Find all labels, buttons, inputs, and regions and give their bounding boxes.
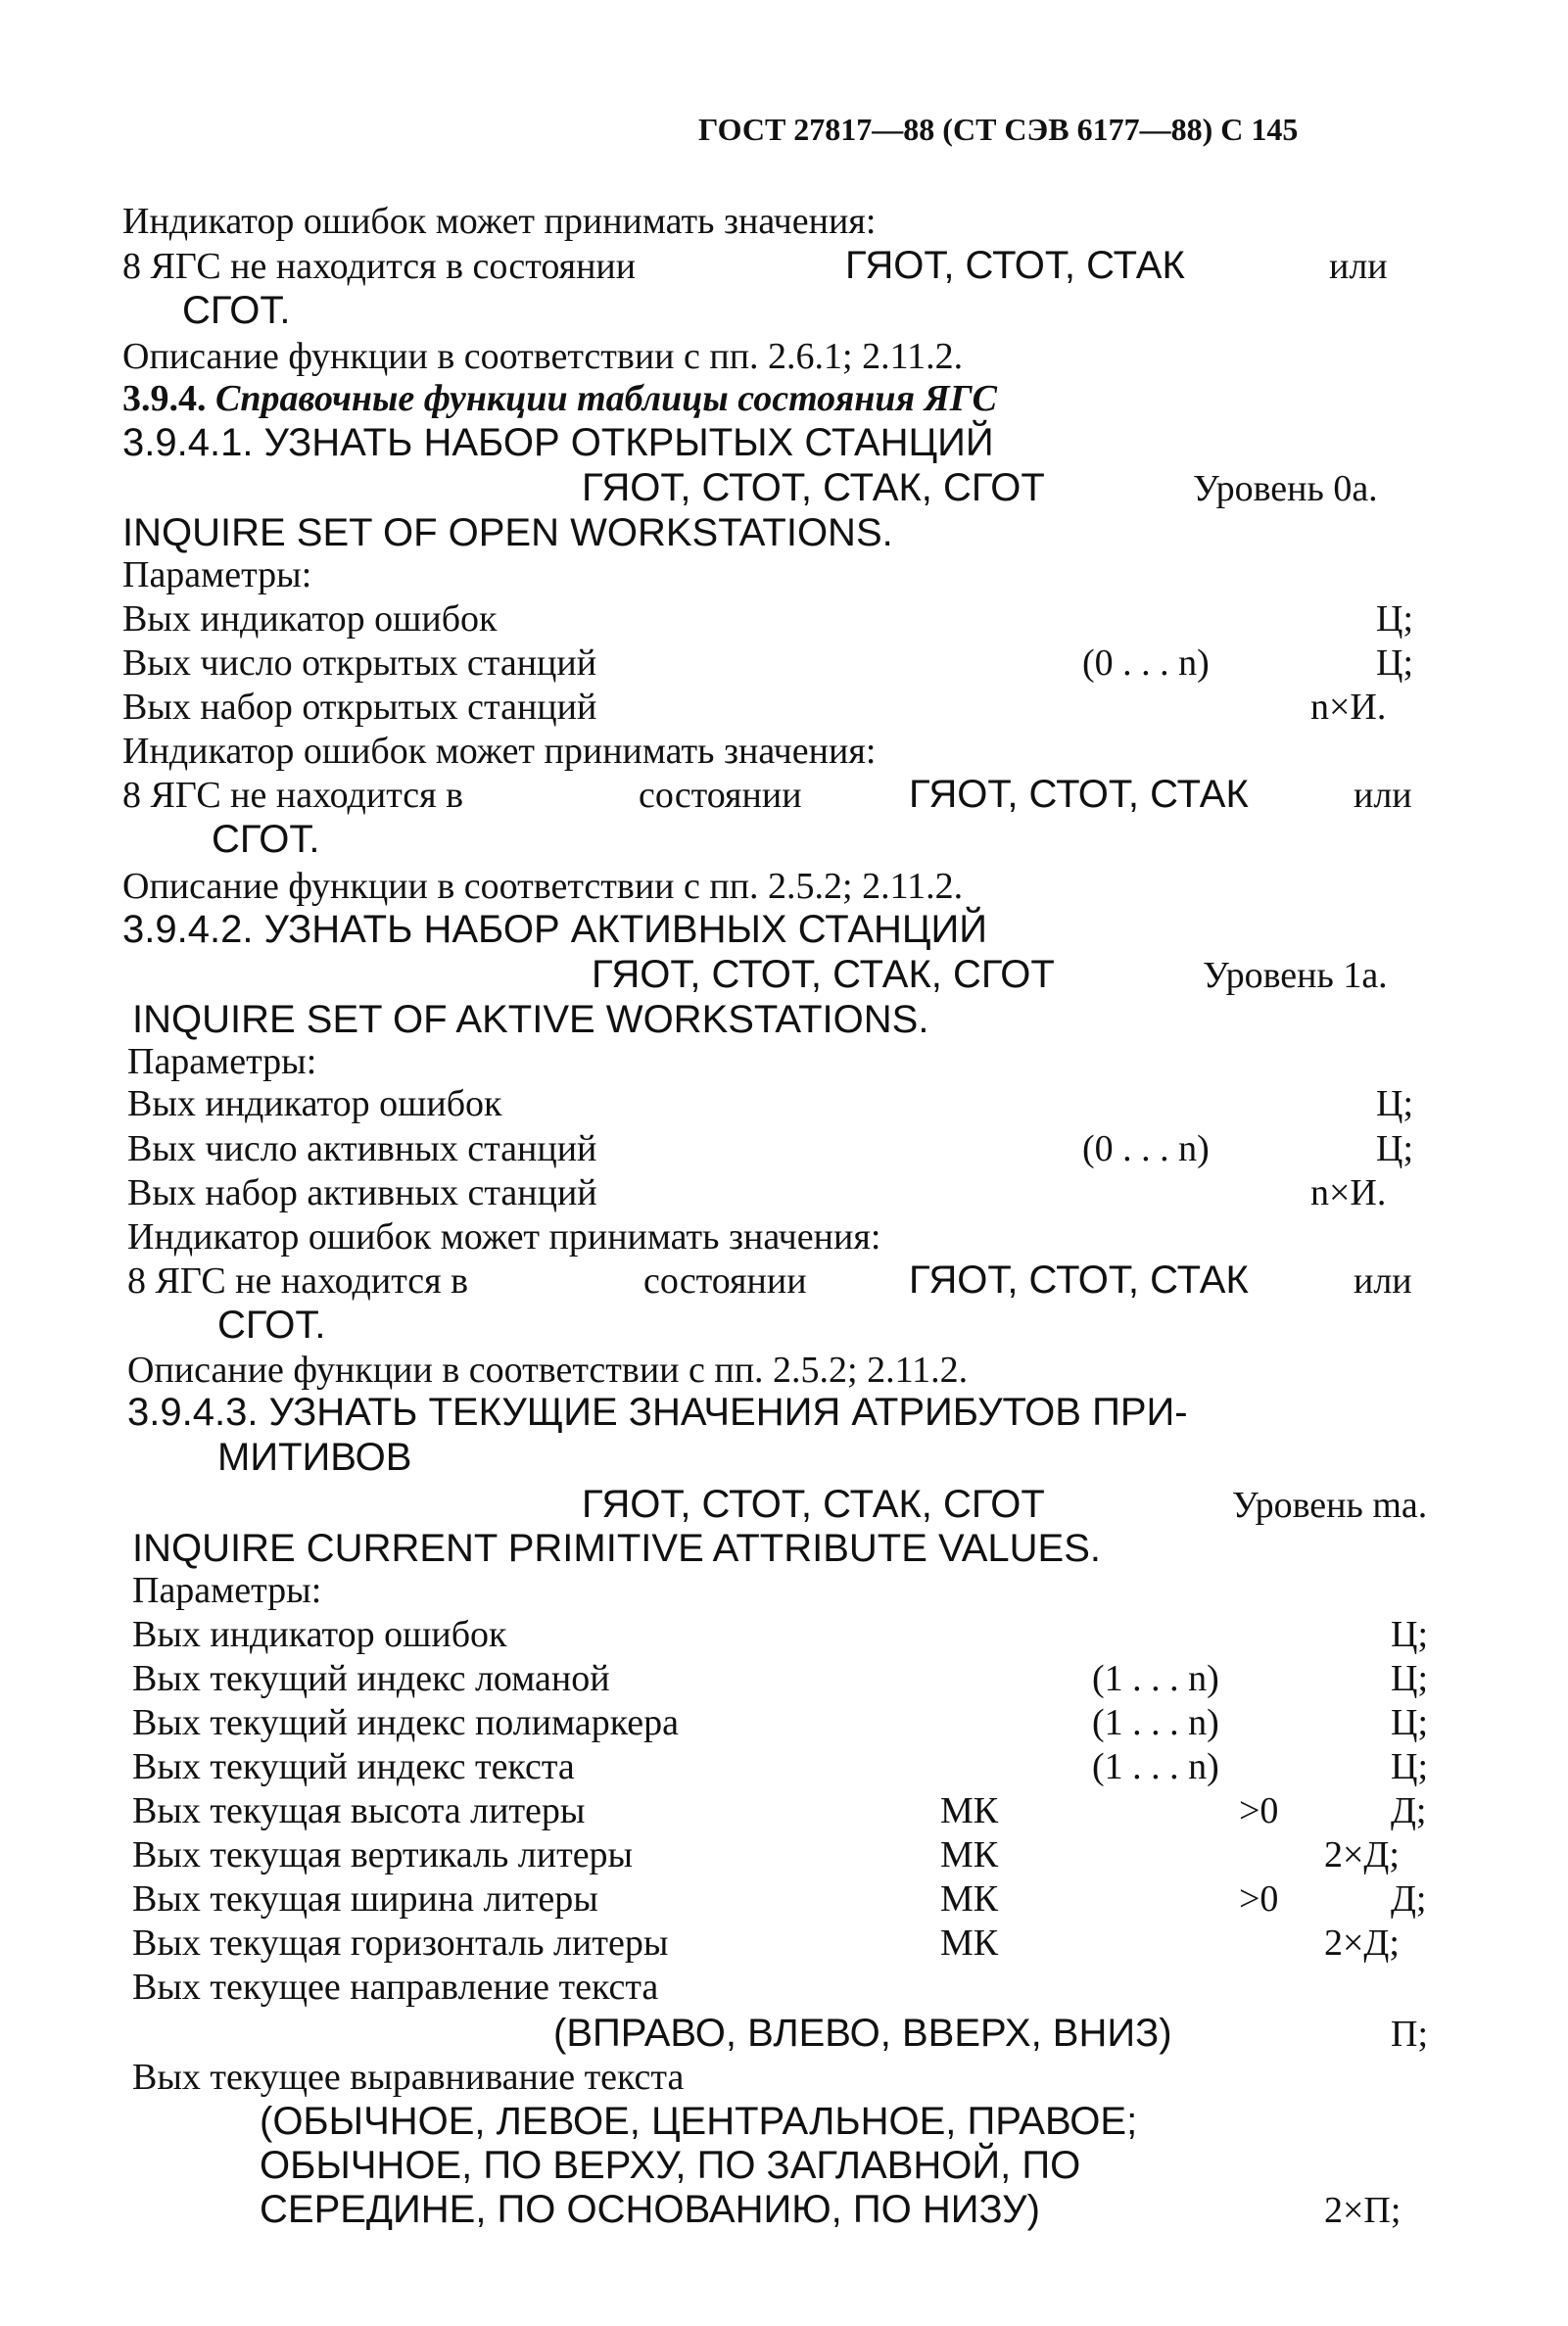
state-list: ГЯОТ, СТОТ, СТАК, СГОТ	[592, 953, 1055, 996]
text-line: или	[1354, 775, 1412, 816]
param-name: Вых набор активных станций	[127, 1172, 597, 1213]
param-type: Д;	[1391, 1878, 1427, 1920]
param-type: Ц;	[1391, 1614, 1428, 1655]
param-coord: МК	[940, 1923, 999, 1964]
state-list: ГЯОТ, СТОТ, СТАК, СГОТ	[582, 1483, 1045, 1526]
section-heading: 3.9.4.1. УЗНАТЬ НАБОР ОТКРЫТЫХ СТАНЦИЙ	[122, 421, 994, 464]
param-name: Вых текущий индекс полимаркера	[132, 1702, 679, 1743]
param-type: n×И.	[1310, 1172, 1387, 1213]
subsection-heading: 3.9.4. Справочные функции таблицы состояния ЯГС	[122, 378, 997, 419]
param-type: 2×Д;	[1324, 1923, 1400, 1964]
function-name-en: INQUIRE CURRENT PRIMITIVE ATTRIBUTE VALUES.	[132, 1527, 1102, 1570]
function-description: Описание функции в соответствии с пп. 2.5.2; 2.11.2.	[127, 1350, 969, 1391]
page-header: ГОСТ 27817—88 (СТ СЭВ 6177—88) С 145	[698, 112, 1299, 147]
param-range: (0 . . . n)	[1082, 1128, 1210, 1169]
param-type: Ц;	[1391, 1702, 1428, 1743]
text-line: состоянии	[643, 1260, 807, 1302]
text-line: состоянии	[639, 775, 802, 816]
param-type: Ц;	[1376, 1128, 1413, 1169]
param-name: Вых текущая горизонталь литеры	[132, 1923, 669, 1964]
text-line: или	[1354, 1260, 1412, 1302]
text-line: Индикатор ошибок может принимать значения:	[127, 1216, 881, 1258]
level-label: Уровень ma.	[1232, 1485, 1428, 1526]
param-coord: МК	[940, 1834, 999, 1875]
param-coord: МК	[940, 1878, 999, 1920]
param-name: Вых число активных станций	[127, 1128, 597, 1169]
param-name: Вых текущий индекс ломаной	[132, 1658, 610, 1699]
function-name-en: INQUIRE SET OF OPEN WORKSTATIONS.	[122, 511, 893, 554]
text-line: 8 ЯГС не находится в	[127, 1260, 469, 1302]
param-type: Ц;	[1376, 1083, 1413, 1124]
state-list: ГЯОТ, СТОТ, СТАК	[909, 773, 1249, 816]
param-range: (1 . . . n)	[1092, 1702, 1219, 1743]
param-range: >0	[1239, 1790, 1279, 1831]
section-heading: 3.9.4.2. УЗНАТЬ НАБОР АКТИВНЫХ СТАНЦИЙ	[122, 908, 988, 951]
state-list: ГЯОТ, СТОТ, СТАК	[909, 1258, 1249, 1302]
parameters-label: Параметры:	[132, 1570, 322, 1611]
param-values: (ОБЫЧНОЕ, ЛЕВОЕ, ЦЕНТРАЛЬНОЕ, ПРАВОЕ;	[260, 2100, 1138, 2143]
param-coord: МК	[940, 1790, 999, 1831]
function-description: Описание функции в соответствии с пп. 2.5.2; 2.11.2.	[122, 866, 964, 907]
parameters-label: Параметры:	[127, 1041, 317, 1082]
text-line: Индикатор ошибок может принимать значения:	[122, 731, 877, 772]
param-name: Вых индикатор ошибок	[122, 598, 498, 640]
text-line: 8 ЯГС не находится в	[122, 775, 464, 816]
param-type: Ц;	[1391, 1746, 1428, 1787]
param-name: Вых число открытых станций	[122, 642, 597, 684]
param-type: n×И.	[1310, 687, 1387, 728]
level-label: Уровень 1а.	[1203, 955, 1388, 996]
param-type: Ц;	[1376, 642, 1413, 684]
param-type: Ц;	[1376, 598, 1413, 640]
param-type: Ц;	[1391, 1658, 1428, 1699]
text-line: Индикатор ошибок может принимать значения:	[122, 201, 877, 242]
text-line: СГОТ.	[212, 818, 320, 861]
text-line: СГОТ.	[182, 289, 291, 332]
text-line: 8 ЯГС не находится в состоянии	[122, 246, 637, 287]
text-line: или	[1329, 246, 1388, 287]
param-type: Д;	[1391, 1790, 1427, 1831]
param-range: (1 . . . n)	[1092, 1658, 1219, 1699]
param-type: 2×Д;	[1324, 1834, 1400, 1875]
parameters-label: Параметры:	[122, 554, 312, 595]
param-name: Вых текущая ширина литеры	[132, 1878, 598, 1920]
section-heading-cont: МИТИВОВ	[217, 1436, 412, 1479]
param-type: П;	[1391, 2014, 1428, 2055]
text-line: СГОТ.	[217, 1304, 326, 1347]
param-name: Вых текущий индекс текста	[132, 1746, 575, 1787]
param-name: Вых текущая вертикаль литеры	[132, 1834, 634, 1875]
state-list: ГЯОТ, СТОТ, СТАК, СГОТ	[582, 466, 1045, 509]
param-name: Вых набор открытых станций	[122, 687, 597, 728]
param-name: Вых индикатор ошибок	[132, 1614, 507, 1655]
param-values: (ВПРАВО, ВЛЕВО, ВВЕРХ, ВНИЗ)	[553, 2012, 1172, 2055]
param-values: СЕРЕДИНЕ, ПО ОСНОВАНИЮ, ПО НИЗУ)	[260, 2188, 1040, 2231]
param-name: Вых текущее направление текста	[132, 1967, 659, 2008]
state-list: ГЯОТ, СТОТ, СТАК	[845, 244, 1185, 287]
param-range: (1 . . . n)	[1092, 1746, 1219, 1787]
param-values: ОБЫЧНОЕ, ПО ВЕРХУ, ПО ЗАГЛАВНОЙ, ПО	[260, 2144, 1081, 2187]
param-name: Вых индикатор ошибок	[127, 1083, 502, 1124]
section-heading: 3.9.4.3. УЗНАТЬ ТЕКУЩИЕ ЗНАЧЕНИЯ АТРИБУТОВ ПРИ-	[127, 1391, 1188, 1434]
function-name-en: INQUIRE SET OF AKTIVE WORKSTATIONS.	[132, 998, 929, 1041]
param-range: >0	[1239, 1878, 1279, 1920]
param-name: Вых текущая высота литеры	[132, 1790, 586, 1831]
param-name: Вых текущее выравнивание текста	[132, 2057, 685, 2098]
param-range: (0 . . . n)	[1082, 642, 1210, 684]
param-type: 2×П;	[1324, 2190, 1402, 2231]
level-label: Уровень 0а.	[1193, 468, 1378, 509]
function-description: Описание функции в соответствии с пп. 2.6.1; 2.11.2.	[122, 336, 964, 377]
